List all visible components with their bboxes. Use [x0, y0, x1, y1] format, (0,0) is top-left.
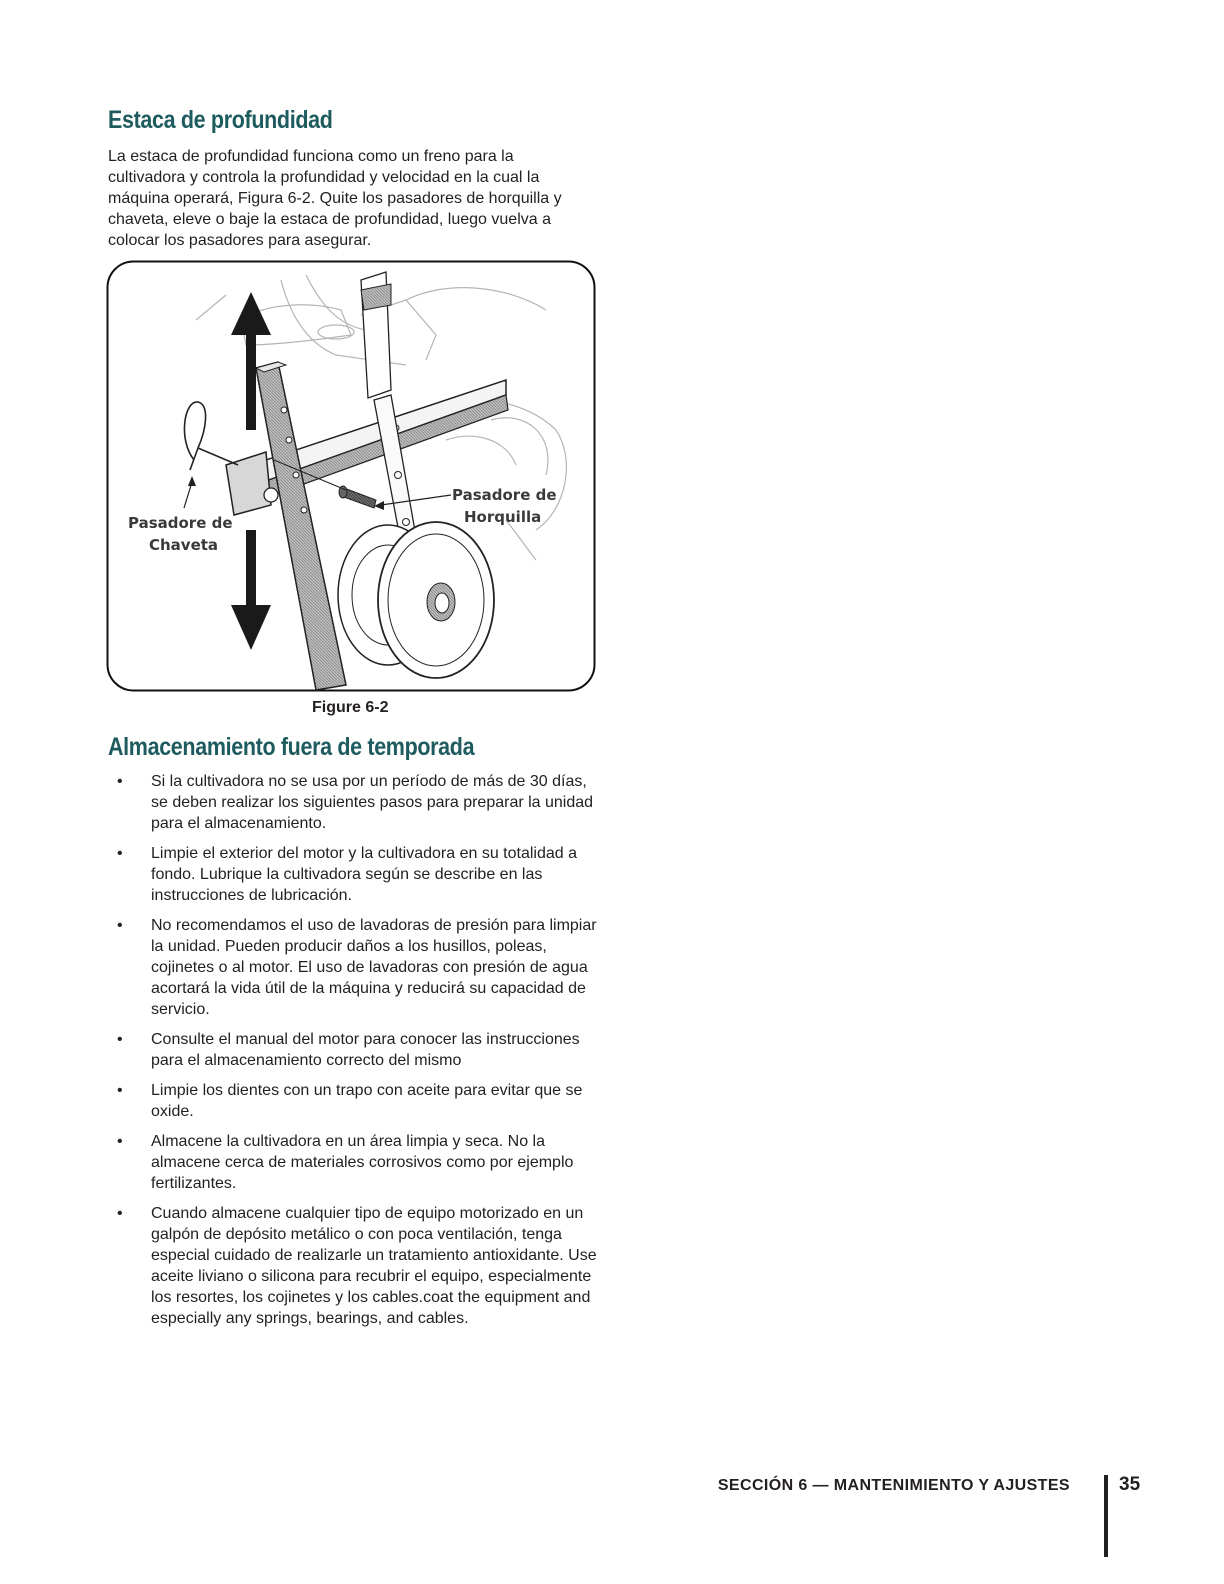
label-pasador-horquilla-1: Pasadore de: [452, 486, 557, 504]
list-item-text: Consulte el manual del motor para conocer las instrucciones para el almacenamiento correcto del mismo: [151, 1031, 580, 1069]
footer-section-label: SECCIÓN 6 — MANTENIMIENTO Y AJUSTES: [717, 1477, 1070, 1494]
bullet-icon: •: [117, 1133, 123, 1150]
list-item: [108, 915, 598, 1020]
depth-stake-illustration: [106, 260, 596, 692]
intro-paragraph: La estaca de profundidad funciona como un freno para la cultivadora y controla la profundidad y velocidad en la cual la máquina operará, Figura 6-2. Quite los pasadores de horquilla y chaveta, eleve o baje la estaca de profundidad, luego vuelva a colocar los pasadores para asegurar.: [108, 148, 562, 249]
list-item: [108, 1203, 598, 1329]
storage-steps-list: [108, 771, 598, 1338]
section-title-estaca: Estaca de profundidad: [108, 106, 333, 134]
list-item-text: Limpie los dientes con un trapo con aceite para evitar que se oxide.: [151, 1082, 583, 1120]
page-number: 35: [1119, 1474, 1141, 1495]
depth-stake-wheels: [338, 522, 494, 678]
label-pasador-horquilla-2: Horquilla: [464, 508, 542, 526]
list-item: [108, 1131, 598, 1194]
figure-caption: Figure 6-2: [312, 699, 389, 716]
footer-divider: [1104, 1475, 1108, 1557]
bullet-icon: •: [117, 1205, 123, 1222]
bullet-icon: •: [117, 1082, 123, 1099]
list-item-text: Limpie el exterior del motor y la cultivadora en su totalidad a fondo. Lubrique la cultivadora según se describe en las instrucciones de lubricación.: [151, 845, 577, 904]
bullet-icon: •: [117, 1031, 123, 1048]
label-pasador-chaveta-2: Chaveta: [149, 536, 219, 554]
list-item: [108, 1029, 598, 1071]
bullet-icon: •: [117, 917, 123, 934]
list-item-text: Si la cultivadora no se usa por un período de más de 30 días, se deben realizar los siguientes pasos para preparar la unidad para el almacenamiento.: [151, 773, 594, 832]
section-title-almacenamiento: Almacenamiento fuera de temporada: [108, 733, 475, 761]
list-item: [108, 1080, 598, 1122]
bullet-icon: •: [117, 773, 123, 790]
list-item: [108, 843, 598, 906]
label-pasador-chaveta-1: Pasadore de: [128, 514, 233, 532]
figure-6-2: [106, 260, 596, 692]
list-item-text: Almacene la cultivadora en un área limpia y seca. No la almacene cerca de materiales corrosivos como por ejemplo fertilizantes.: [151, 1133, 574, 1192]
list-item-text: No recomendamos el uso de lavadoras de presión para limpiar la unidad. Pueden producir daños a los husillos, poleas, cojinetes o al motor. El uso de lavadoras con presión de agua acortará la vida útil de la máquina y reducirá su capacidad de servicio.: [151, 917, 597, 1018]
list-item-text: Cuando almacene cualquier tipo de equipo motorizado en un galpón de depósito metálico o con poca ventilación, tenga especial cuidado de realizarle un tratamiento antioxidante. Use aceite liviano o silicona para recubrir el equipo, especialmente los resortes, los cojinetes y los cables.coat the equipment and especially any springs, bearings, and cables.: [151, 1205, 597, 1327]
list-item: [108, 771, 598, 834]
bullet-icon: •: [117, 845, 123, 862]
